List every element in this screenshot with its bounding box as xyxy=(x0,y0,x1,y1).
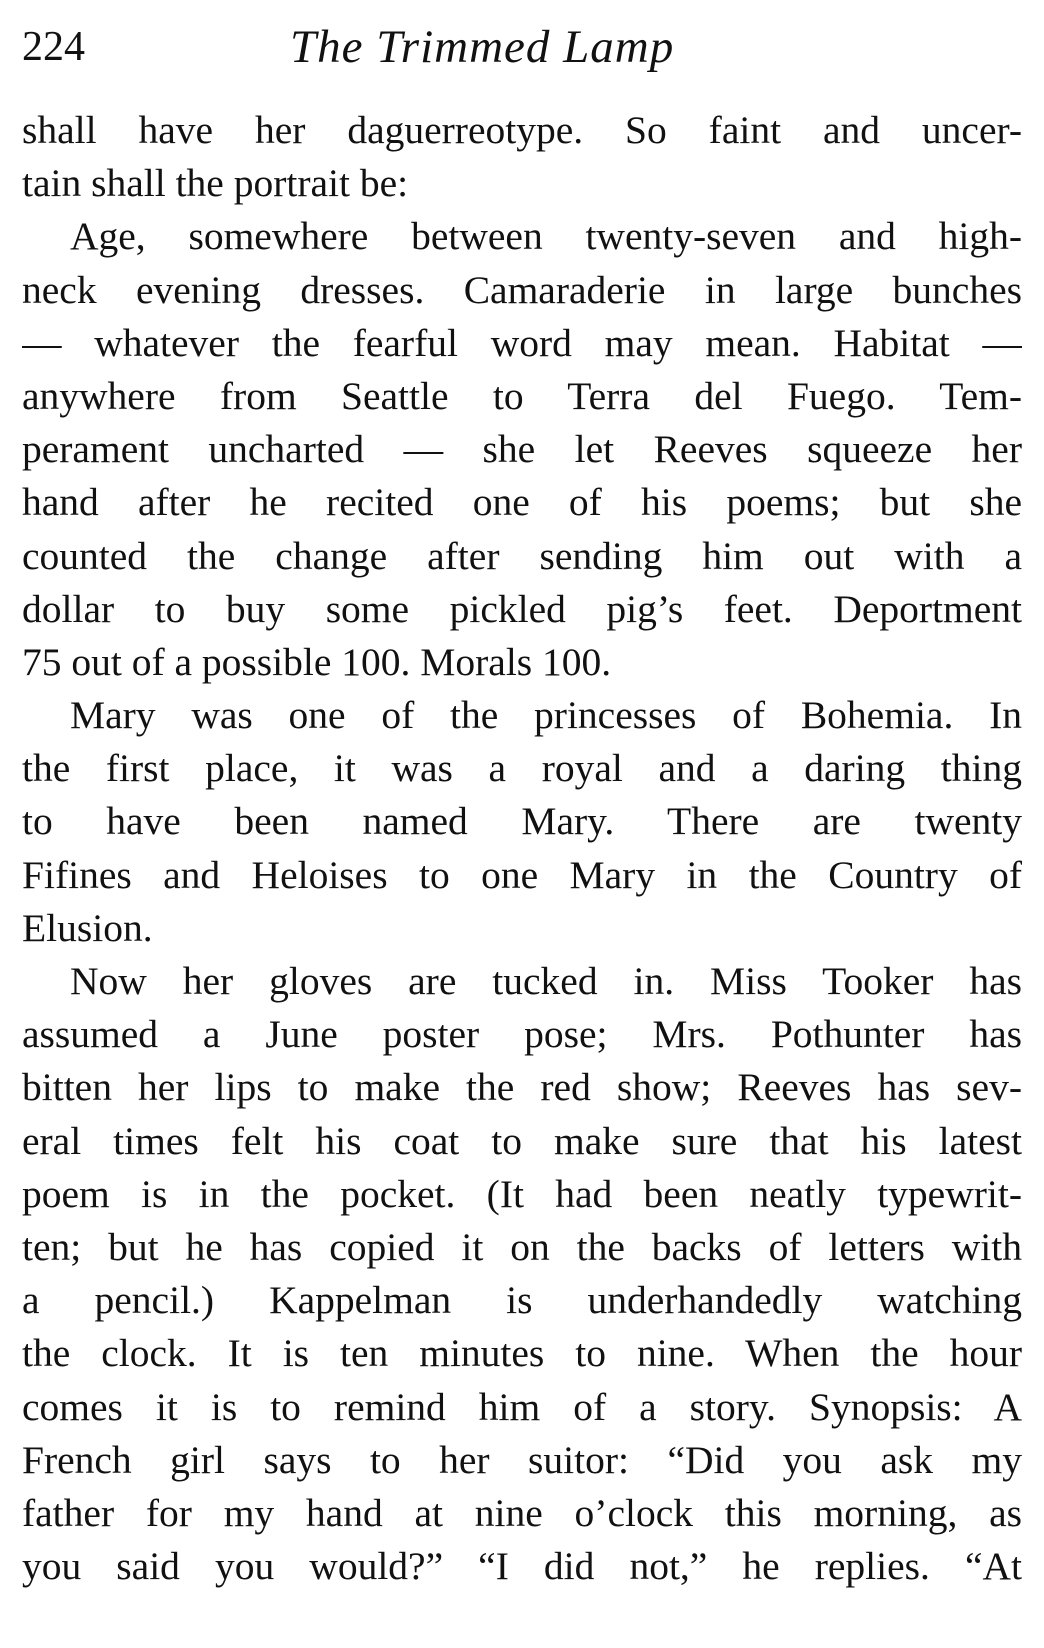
text-line: Mary was one of the princesses of Bohemia. In xyxy=(70,693,1022,738)
text-line: father for my hand at nine o’clock this morning, as xyxy=(22,1490,1022,1535)
text-line: 75 out of a possible 100. Morals 100. xyxy=(22,639,612,684)
paragraph xyxy=(22,210,1022,689)
text-line: assumed a June poster pose; Mrs. Pothunter has xyxy=(22,1012,1022,1057)
page-number: 224 xyxy=(22,24,85,70)
text-line: a pencil.) Kappelman is underhandedly watching xyxy=(22,1278,1022,1323)
text-line: Age, somewhere between twenty-seven and high- xyxy=(70,214,1022,259)
text-line: hand after he recited one of his poems; but she xyxy=(22,480,1022,525)
text-line: counted the change after sending him out with a xyxy=(22,533,1022,578)
text-line: anywhere from Seattle to Terra del Fuego. Tem- xyxy=(22,373,1022,418)
text-line: you said you would?” “I did not,” he replies. “At xyxy=(22,1544,1022,1589)
body-text xyxy=(22,104,1022,1593)
text-line: tain shall the portrait be: xyxy=(22,161,409,206)
paragraph xyxy=(22,104,1022,210)
text-line: to have been named Mary. There are twenty xyxy=(22,799,1022,844)
text-line: neck evening dresses. Camaraderie in large bunches xyxy=(22,267,1022,312)
text-line: perament uncharted — she let Reeves squeeze her xyxy=(22,427,1022,472)
text-line: bitten her lips to make the red show; Reeves has sev- xyxy=(22,1065,1022,1110)
text-line: Elusion. xyxy=(22,905,153,950)
paragraph xyxy=(22,955,1022,1593)
text-line: the clock. It is ten minutes to nine. When the hour xyxy=(22,1331,1022,1376)
text-line: shall have her daguerreotype. So faint and uncer- xyxy=(22,108,1022,152)
text-line: Now her gloves are tucked in. Miss Tooker has xyxy=(70,959,1022,1003)
book-page xyxy=(22,14,1022,1593)
text-line: Fifines and Heloises to one Mary in the Country of xyxy=(22,852,1022,897)
paragraph xyxy=(22,689,1022,955)
text-line: the first place, it was a royal and a daring thing xyxy=(22,746,1022,791)
text-line: eral times felt his coat to make sure that his latest xyxy=(22,1118,1022,1163)
book-title: The Trimmed Lamp xyxy=(290,21,675,73)
text-line: — whatever the fearful word may mean. Habitat — xyxy=(22,320,1022,365)
text-line: comes it is to remind him of a story. Synopsis: A xyxy=(22,1384,1022,1429)
running-head xyxy=(22,14,1022,80)
text-line: poem is in the pocket. (It had been neatly typewrit- xyxy=(22,1171,1022,1216)
text-line: dollar to buy some pickled pig’s feet. Deportment xyxy=(22,586,1022,631)
text-line: French girl says to her suitor: “Did you ask my xyxy=(22,1437,1022,1482)
text-line: ten; but he has copied it on the backs of letters with xyxy=(22,1224,1022,1269)
